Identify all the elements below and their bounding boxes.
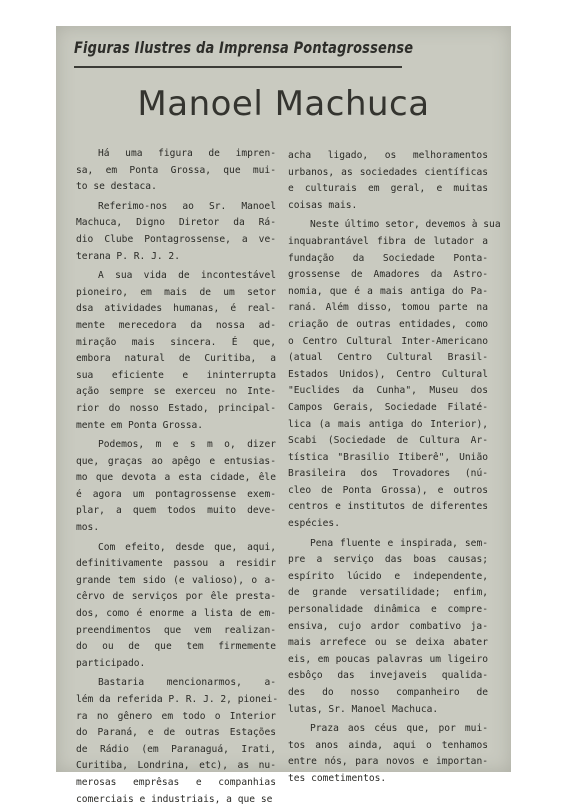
text-line: Podemos, m e s m o, dizer: [98, 439, 276, 451]
text-line: do ou de que tem firmemente: [76, 641, 276, 653]
text-line: preendimentos que vem realizan-: [76, 624, 276, 636]
text-line: lutas, Sr. Manoel Machuca.: [288, 703, 439, 715]
text-line: sa, em Ponta Grossa, que mui-: [76, 164, 276, 176]
paragraph: [288, 148, 488, 214]
text-line: pioneiro, em mais de um setor: [76, 286, 276, 298]
article-title: Manoel Machuca: [137, 84, 430, 124]
text-line: Há uma figura de impren-: [98, 148, 276, 159]
text-line: Referimo-nos ao Sr. Manoel: [98, 200, 276, 212]
text-line: espécies.: [288, 518, 340, 530]
left-column: [76, 146, 279, 808]
text-line: mo que devota a esta cidade, êle: [76, 472, 276, 484]
text-line: eis, em poucas palavras um ligeiro: [288, 653, 488, 665]
text-line: Bastaria mencionarmos, a-: [98, 677, 276, 689]
text-line: acha ligado, os melhoramentos: [288, 150, 488, 161]
text-line: sua eficiente e ininterrupta: [76, 369, 276, 381]
text-line: (atual Centro Cultural Brasil-: [288, 352, 488, 364]
text-line: embora natural de Curitiba, a: [76, 353, 276, 365]
text-line: ra no gênero em todo o Interior: [76, 710, 276, 722]
text-line: merosas emprêsas e companhias: [76, 776, 276, 788]
text-line: grossense de Amadores da Astro-: [288, 269, 488, 281]
text-line: lém da referida P. R. J. 2, pionei-: [76, 694, 279, 705]
text-line: nomia, que é a mais antiga do Pa-: [288, 285, 488, 297]
paragraph: [288, 217, 501, 532]
text-line: Campos Gerais, Sociedade Filaté-: [288, 401, 488, 413]
text-line: dos, como é enorme a lista de em-: [76, 608, 276, 620]
newspaper-clipping: [56, 26, 511, 805]
text-line: raná. Além disso, tomou parte na: [288, 302, 488, 314]
text-line: pre a serviço das boas causas;: [288, 554, 488, 566]
text-line: tística "Brasilio Itiberê", União: [288, 451, 488, 463]
text-line: Machuca, Digno Diretor da Rá-: [76, 217, 276, 229]
text-line: de grande versatilidade; enfim,: [288, 587, 488, 599]
text-line: Curitiba, Londrina, etc), as nu-: [76, 760, 276, 772]
paragraph: [76, 146, 276, 196]
text-line: to se destaca.: [76, 181, 157, 193]
paragraph: [288, 536, 488, 719]
text-line: Scabi (Sociedade de Cultura Ar-: [288, 435, 488, 447]
text-line: Praza aos céus que, por mui-: [310, 723, 488, 735]
text-line: cleo de Ponta Grossa), e outros: [288, 484, 488, 496]
text-line: personalidade dinâmica e compre-: [288, 604, 488, 616]
text-line: tos anos ainda, aqui o tenhamos: [288, 739, 488, 751]
text-line: comerciais e industriais, a que se: [76, 793, 273, 805]
text-line: miração mais sincera. É que,: [76, 336, 276, 348]
text-line: "Euclides da Cunha", Museu dos: [288, 385, 488, 397]
text-line: dsa atividades humanas, é real-: [76, 303, 276, 315]
text-line: Estados Unidos), Centro Cultural: [288, 368, 488, 380]
text-line: de Rádio (em Paranaguá, Irati,: [76, 743, 276, 755]
text-line: Com efeito, desde que, aqui,: [98, 541, 276, 553]
text-line: participado.: [76, 657, 146, 669]
text-line: terana P. R. J. 2.: [76, 250, 180, 262]
text-line: tes cometimentos.: [288, 772, 387, 784]
text-line: mente em Ponta Grossa.: [76, 419, 204, 431]
text-line: definitivamente passou a residir: [76, 558, 276, 570]
text-line: rior do nosso Estado, principal-: [76, 402, 276, 414]
text-line: e culturais em geral, e muitas: [288, 183, 488, 195]
text-line: grande tem sido (e valioso), o a-: [76, 574, 276, 586]
text-line: mos.: [76, 522, 100, 534]
text-line: Pena fluente e inspirada, sem-: [310, 537, 488, 549]
paragraph: [76, 540, 276, 673]
text-line: lica (a mais antiga do Interior),: [288, 418, 488, 430]
text-line: ação sempre se exerceu no Inte-: [76, 386, 276, 398]
paragraph: [76, 199, 276, 265]
text-line: que, graças ao apêgo e entusias-: [76, 455, 276, 467]
text-line: cêrvo de serviços por êle presta-: [76, 591, 276, 603]
text-line: plar, a quem todos muito deve-: [76, 505, 276, 517]
text-line: dio Clube Pontagrossense, a ve-: [76, 233, 276, 245]
text-line: ensiva, cujo ardor combativo ja-: [288, 620, 488, 632]
paragraph: [76, 437, 276, 537]
right-column: [288, 148, 501, 788]
text-line: inquabrantável fibra de lutador a: [288, 235, 488, 247]
paragraph: [76, 675, 279, 808]
text-line: mais arrefece ou se deixa abater: [288, 637, 488, 649]
text-line: espírito lúcido e independente,: [288, 570, 488, 582]
text-line: o Centro Cultural Inter-Americano: [288, 335, 488, 347]
text-line: é agora um pontagrossense exem-: [76, 488, 276, 500]
text-line: Neste último setor, devemos à sua: [310, 219, 501, 231]
text-line: fundação da Sociedade Ponta-: [288, 252, 488, 264]
text-line: entre nós, para novos e importan-: [288, 756, 488, 768]
text-line: do Paraná, e de outras Estações: [76, 727, 276, 739]
text-line: mente merecedora da nossa ad-: [76, 319, 276, 331]
paragraph: [288, 721, 488, 787]
text-line: A sua vida de incontestável: [98, 270, 276, 282]
text-line: centros e institutos de diferentes: [288, 501, 488, 513]
text-line: coisas mais.: [288, 199, 358, 211]
section-title: Figuras Ilustres da Imprensa Pontagrossense: [74, 38, 414, 57]
text-line: urbanos, as sociedades científicas: [288, 166, 488, 178]
text-line: esbôço das invejaveis qualida-: [288, 670, 488, 682]
title-underline: [74, 66, 402, 68]
text-line: Brasileira dos Trovadores (nú-: [288, 468, 488, 480]
paragraph: [76, 268, 276, 434]
text-line: criação de outras entidades, como: [288, 318, 488, 330]
text-line: des do nosso companheiro de: [288, 687, 488, 698]
